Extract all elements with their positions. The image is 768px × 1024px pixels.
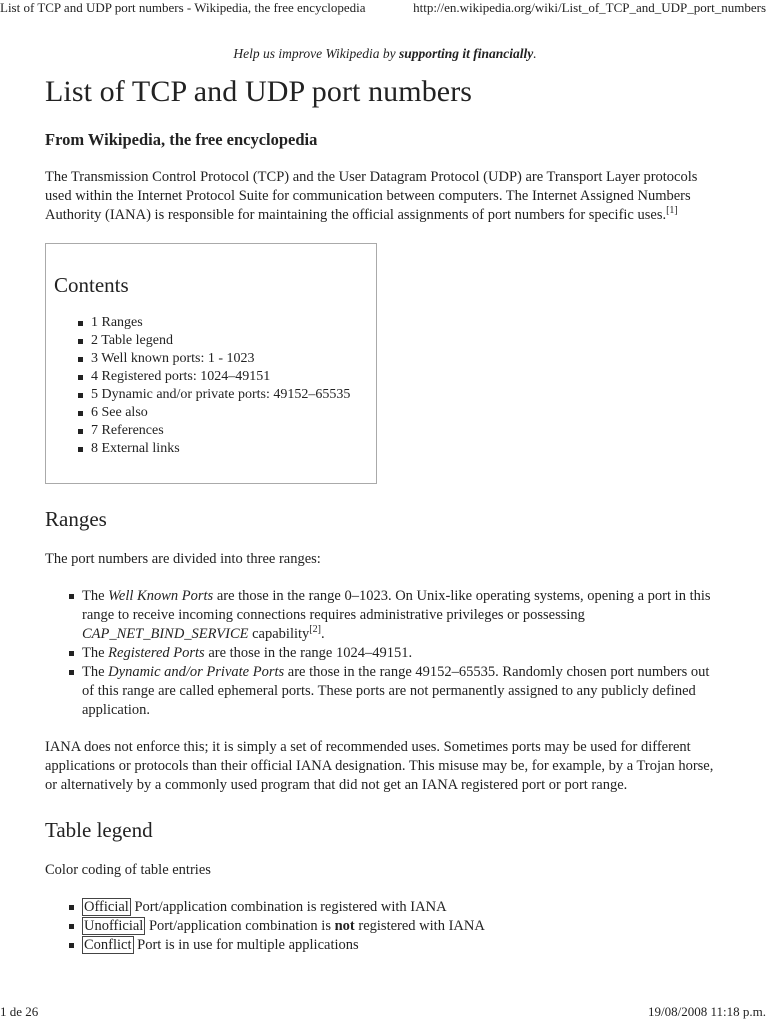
toc-item-label[interactable]: 6 See also <box>91 405 148 420</box>
legend-item-conflict <box>69 936 725 955</box>
print-header <box>0 0 768 20</box>
range-pre: The <box>82 664 109 680</box>
toc-item-well-known-ports[interactable] <box>78 350 376 368</box>
table-legend-heading: Table legend <box>45 818 153 842</box>
bullet-icon <box>78 411 83 416</box>
range-term: Dynamic and/or Private Ports <box>108 664 285 680</box>
bullet-icon <box>69 651 74 656</box>
bullet-icon <box>78 447 83 452</box>
toc-item-references[interactable] <box>78 422 376 440</box>
range-pre: The <box>82 645 109 661</box>
legend-text: Port/application combination is registered with IANA <box>130 899 447 915</box>
bullet-icon <box>78 321 83 326</box>
toc-item-label[interactable]: 5 Dynamic and/or private ports: 49152–65535 <box>91 387 351 402</box>
toc-item-label[interactable]: 3 Well known ports: 1 - 1023 <box>91 351 255 366</box>
bullet-icon <box>69 594 74 599</box>
print-header-url: http://en.wikipedia.org/wiki/List_of_TCP_and_UDP_port_numbers <box>413 0 766 15</box>
bullet-icon <box>78 339 83 344</box>
range-term: Well Known Ports <box>108 588 214 604</box>
legend-text-post: registered with IANA <box>354 918 485 934</box>
bullet-icon <box>69 670 74 675</box>
toc-item-registered-ports[interactable] <box>78 368 376 386</box>
ranges-intro: The port numbers are divided into three ranges: <box>45 551 321 567</box>
ranges-heading: Ranges <box>45 507 107 531</box>
toc-item-label[interactable]: 8 External links <box>91 441 180 456</box>
toc-item-see-also[interactable] <box>78 404 376 422</box>
bullet-icon <box>69 943 74 948</box>
legend-item-unofficial <box>69 917 725 936</box>
toc-item-label[interactable]: 2 Table legend <box>91 333 173 348</box>
legend-emphasis: not <box>334 918 355 934</box>
capability-code: CAP_NET_BIND_SERVICE <box>82 626 249 642</box>
page-number: 1 de 26 <box>0 1004 39 1019</box>
range-desc: are those in the range 49152–65535. Randomly chosen port numbers out of this range are called ephemeral ports. These ports are not permanently assigned to any publicly defined application. <box>82 664 710 718</box>
print-footer <box>0 1004 768 1024</box>
bullet-icon <box>69 905 74 910</box>
range-desc: are those in the range 1024–49151. <box>204 645 413 661</box>
toc-item-table-legend[interactable] <box>78 332 376 350</box>
bullet-icon <box>69 924 74 929</box>
toc-item-label[interactable]: 7 References <box>91 423 164 438</box>
toc-item-external-links[interactable] <box>78 440 376 458</box>
range-post: capability <box>248 626 310 642</box>
bullet-icon <box>78 429 83 434</box>
range-desc: are those in the range 0–1023. On Unix-like operating systems, opening a port in this range to receive incoming connections requires administrative privileges or possessing <box>82 588 711 623</box>
print-header-title: List of TCP and UDP port numbers - Wikipedia, the free encyclopedia <box>0 0 366 15</box>
intro-paragraph <box>45 168 725 225</box>
bullet-icon <box>78 357 83 362</box>
site-sub: From Wikipedia, the free encyclopedia <box>45 130 318 149</box>
toc-item-ranges[interactable] <box>78 314 376 332</box>
toc-item-label[interactable]: 4 Registered ports: 1024–49151 <box>91 369 271 384</box>
bullet-icon <box>78 393 83 398</box>
legend-swatch-unofficial: Unofficial <box>84 918 144 934</box>
print-datetime: 19/08/2008 11:18 p.m. <box>648 1004 766 1019</box>
legend-intro: Color coding of table entries <box>45 862 211 878</box>
legend-item-official <box>69 898 725 917</box>
ranges-note: IANA does not enforce this; it is simply a set of recommended uses. Sometimes ports may be used for different applications or protocols than their official IANA designation. This misuse may be, for example, by a Trojan horse, or alternatively by a commonly used program that did not get an IANA registered port or port range. <box>45 739 714 793</box>
toc-item-dynamic-ports[interactable] <box>78 386 376 404</box>
donate-link[interactable]: supporting it financially <box>398 46 534 61</box>
intro-ref[interactable]: [1] <box>666 205 678 217</box>
ranges-list <box>45 587 725 720</box>
list-item <box>69 663 725 720</box>
bullet-icon <box>78 375 83 380</box>
legend-swatch-conflict: Conflict <box>84 937 132 953</box>
list-item <box>69 644 725 663</box>
site-notice-prefix: Help us improve Wikipedia by <box>233 46 399 61</box>
list-item <box>69 587 725 644</box>
article-content <box>45 40 725 955</box>
range-pre: The <box>82 588 109 604</box>
range-ref[interactable]: [2] <box>309 624 321 636</box>
legend-swatch-official: Official <box>84 899 129 915</box>
range-term: Registered Ports <box>108 645 205 661</box>
legend-text: Port/application combination is <box>145 918 335 934</box>
range-end: . <box>320 626 325 642</box>
toc-title: Contents <box>54 273 129 297</box>
legend-text: Port is in use for multiple applications <box>133 937 359 953</box>
toc-item-label[interactable]: 1 Ranges <box>91 315 143 330</box>
table-of-contents <box>45 243 377 484</box>
page-title: List of TCP and UDP port numbers <box>45 75 473 108</box>
legend-list <box>45 898 725 955</box>
site-notice <box>45 46 725 66</box>
intro-text: The Transmission Control Protocol (TCP) and the User Datagram Protocol (UDP) are Transport Layer protocols used within the Internet Protocol Suite for communication between computers. The Internet Assigned Numbers Authority (IANA) is responsible for maintaining the official assignments of port numbers for specific uses. <box>45 169 698 223</box>
site-notice-suffix: . <box>533 46 537 61</box>
toc-list <box>54 314 376 458</box>
